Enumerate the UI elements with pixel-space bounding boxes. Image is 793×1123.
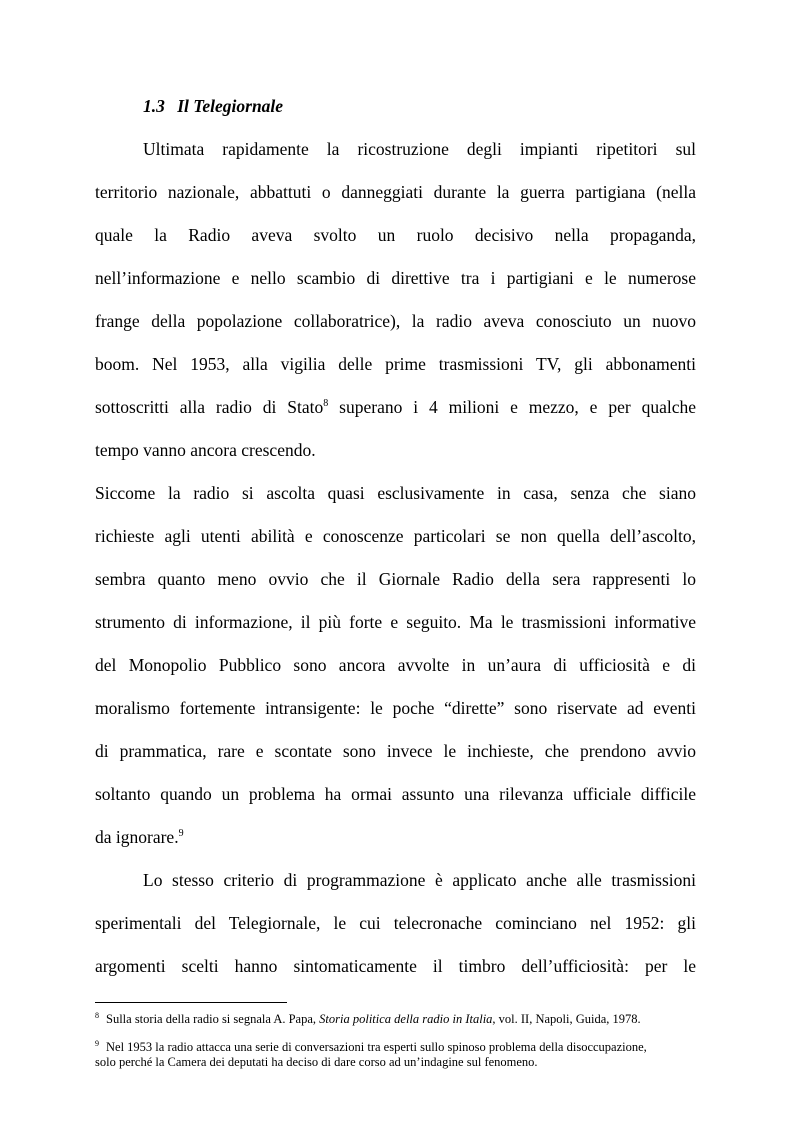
footnote-9 bbox=[95, 1040, 695, 1070]
body-text: da ignorare. bbox=[95, 827, 179, 847]
section-number: 1.3 bbox=[143, 96, 165, 116]
footnote-mark: 9 bbox=[95, 1039, 99, 1048]
body-line: nell’informazione e nello scambio di direttive tra i partigiani e le numerose bbox=[95, 268, 696, 288]
footnote-text: Nel 1953 la radio attacca una serie di conversazioni tra esperti sullo spinoso problema della disoccupazione, bbox=[106, 1040, 647, 1054]
footnote-8 bbox=[95, 1012, 695, 1027]
footnote-ref: 8 bbox=[323, 398, 329, 409]
body-line: quale la Radio aveva svolto un ruolo decisivo nella propaganda, bbox=[95, 225, 696, 245]
body-line: boom. Nel 1953, alla vigilia delle prime trasmissioni TV, gli abbonamenti bbox=[95, 354, 696, 374]
body-line: sembra quanto meno ovvio che il Giornale Radio della sera rappresenti lo bbox=[95, 569, 696, 589]
footnote-text: Sulla storia della radio si segnala A. Papa, bbox=[106, 1012, 320, 1026]
body-text: sottoscritti alla radio di Stato bbox=[95, 397, 324, 417]
body-line: territorio nazionale, abbattuti o danneggiati durante la guerra partigiana (nella bbox=[95, 182, 696, 202]
body-line bbox=[95, 395, 696, 419]
footnote-mark: 8 bbox=[95, 1011, 99, 1020]
body-line: di prammatica, rare e scontate sono invece le inchieste, che prendono avvio bbox=[95, 741, 696, 761]
body-line: del Monopolio Pubblico sono ancora avvolte in un’aura di ufficiosità e di bbox=[95, 655, 696, 675]
body-line: moralismo fortemente intransigente: le poche “dirette” sono riservate ad eventi bbox=[95, 698, 696, 718]
body-line: richieste agli utenti abilità e conoscenze particolari se non quella dell’ascolto, bbox=[95, 526, 696, 546]
section-title: Il Telegiornale bbox=[177, 96, 284, 116]
body-line: argomenti scelti hanno sintomaticamente il timbro dell’ufficiosità: per le bbox=[95, 956, 696, 976]
section-heading bbox=[143, 94, 283, 118]
body-line: soltanto quando un problema ha ormai assunto una rilevanza ufficiale difficile bbox=[95, 784, 696, 804]
footnote-text: solo perché la Camera dei deputati ha deciso di dare corso ad un’indagine sul fenomeno. bbox=[95, 1055, 538, 1069]
body-text: superano i 4 milioni e mezzo, e per qualche bbox=[328, 397, 696, 417]
footnote-text: , vol. II, Napoli, Guida, 1978. bbox=[492, 1012, 641, 1026]
body-line: strumento di informazione, il più forte e seguito. Ma le trasmissioni informative bbox=[95, 612, 696, 632]
body-line: Lo stesso criterio di programmazione è applicato anche alle trasmissioni bbox=[143, 870, 696, 890]
body-line: sperimentali del Telegiornale, le cui telecronache cominciano nel 1952: gli bbox=[95, 913, 696, 933]
book-title: Storia politica della radio in Italia bbox=[319, 1012, 493, 1026]
body-line: Siccome la radio si ascolta quasi esclusivamente in casa, senza che siano bbox=[95, 483, 696, 503]
footnote-ref: 9 bbox=[178, 828, 184, 839]
body-line: tempo vanno ancora crescendo. bbox=[95, 440, 316, 460]
footnote-separator bbox=[95, 1002, 287, 1003]
body-line: frange della popolazione collaboratrice), la radio aveva conosciuto un nuovo bbox=[95, 311, 696, 331]
body-line: Ultimata rapidamente la ricostruzione degli impianti ripetitori sul bbox=[143, 139, 696, 159]
body-line bbox=[95, 825, 696, 849]
